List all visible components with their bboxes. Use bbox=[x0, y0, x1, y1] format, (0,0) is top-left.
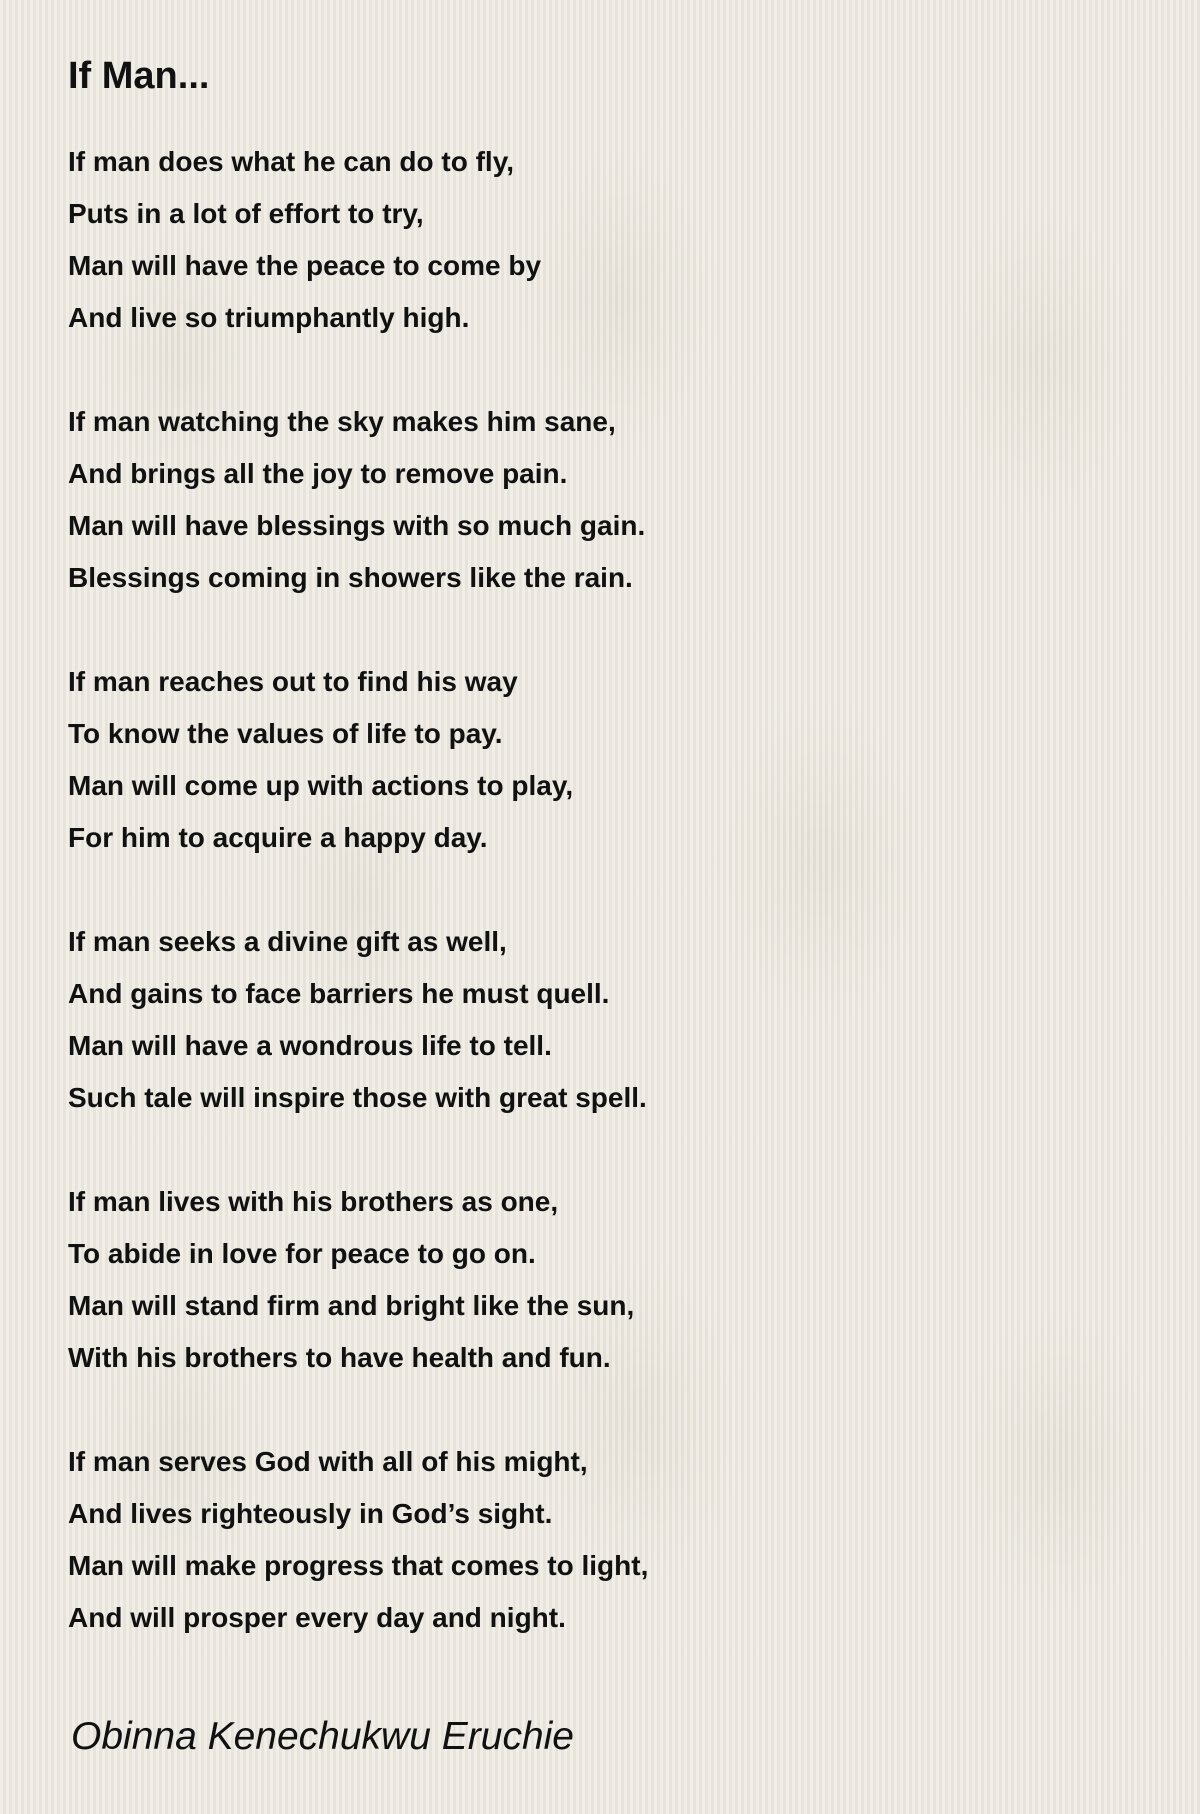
poem-line: If man reaches out to find his way bbox=[68, 666, 518, 697]
poem-line: To know the values of life to pay. bbox=[68, 718, 503, 749]
poem-line: For him to acquire a happy day. bbox=[68, 822, 488, 853]
stanza-4 bbox=[68, 916, 1128, 1124]
poem-line: If man lives with his brothers as one, bbox=[68, 1186, 559, 1217]
stanza-6 bbox=[68, 1436, 1128, 1644]
poem-line: To abide in love for peace to go on. bbox=[68, 1238, 536, 1269]
stanza-3 bbox=[68, 656, 1128, 864]
poem-line: If man seeks a divine gift as well, bbox=[68, 926, 507, 957]
poem-line: Man will have blessings with so much gain. bbox=[68, 510, 646, 541]
poem-line: Blessings coming in showers like the rain. bbox=[68, 562, 633, 593]
poem-line: And brings all the joy to remove pain. bbox=[68, 458, 568, 489]
poem-line: Puts in a lot of effort to try, bbox=[68, 198, 424, 229]
poem-author: Obinna Kenechukwu Eruchie bbox=[71, 1715, 574, 1758]
stanza-1 bbox=[68, 136, 1128, 344]
stanza-5 bbox=[68, 1176, 1128, 1384]
poem-line: Such tale will inspire those with great spell. bbox=[68, 1082, 647, 1113]
poem-line: Man will come up with actions to play, bbox=[68, 770, 574, 801]
poem-line: And will prosper every day and night. bbox=[68, 1602, 566, 1633]
poem-line: If man watching the sky makes him sane, bbox=[68, 406, 616, 437]
poem-line: Man will have the peace to come by bbox=[68, 250, 542, 281]
poem-container bbox=[68, 52, 1128, 1696]
stanza-2 bbox=[68, 396, 1128, 604]
poem-line: Man will make progress that comes to light, bbox=[68, 1550, 649, 1581]
poem-line: And gains to face barriers he must quell. bbox=[68, 978, 610, 1009]
poem-line: With his brothers to have health and fun. bbox=[68, 1342, 611, 1373]
poem-line: And live so triumphantly high. bbox=[68, 302, 470, 333]
poem-line: If man serves God with all of his might, bbox=[68, 1446, 588, 1477]
poem-line: If man does what he can do to fly, bbox=[68, 146, 514, 177]
poem-line: Man will have a wondrous life to tell. bbox=[68, 1030, 552, 1061]
poem-title: If Man... bbox=[68, 55, 210, 97]
poem-line: Man will stand firm and bright like the sun, bbox=[68, 1290, 635, 1321]
poem-line: And lives righteously in God’s sight. bbox=[68, 1498, 553, 1529]
